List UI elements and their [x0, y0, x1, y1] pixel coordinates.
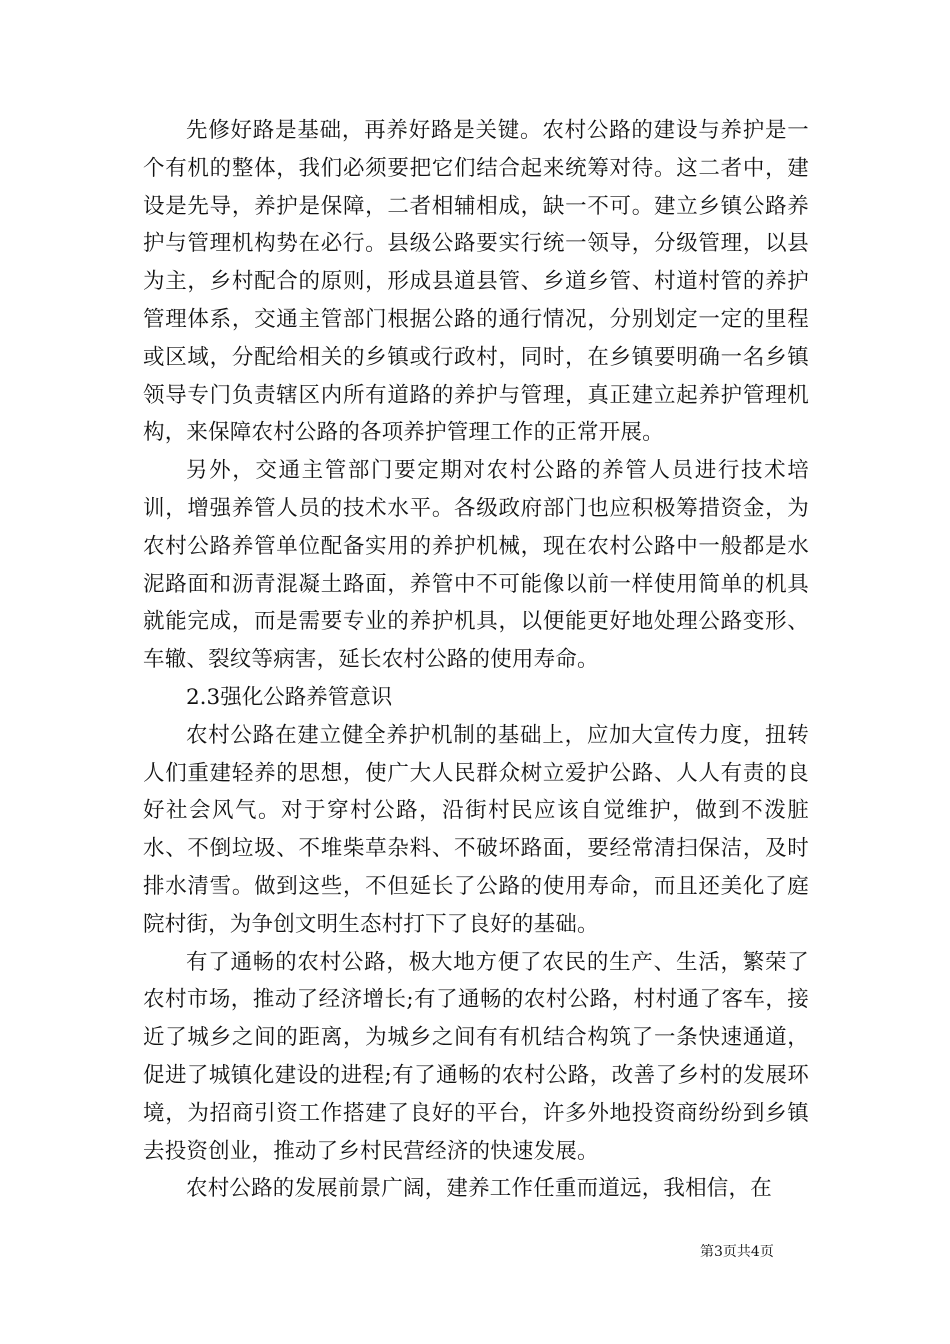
- paragraph-outlook: 农村公路的发展前景广阔，建养工作任重而道远，我相信，在: [186, 1176, 772, 1202]
- paragraph-road-maintenance-basis: 先修好路是基础，再养好路是关键。农村公路的建设与养护是一个有机的整体，我们必须要把它们结合起来统筹对待。这二者中，建设是先导，养护是保障，二者相辅相成，缺一不可。建立乡镇公路养护与管理机构势在必行。县级公路要实行统一领导，分级管理，以县为主，乡村配合的原则，形成县道县管、乡道乡管、村道村管的养护管理体系，交通主管部门根据公路的通行情况，分别划定一定的里程或区域，分配给相关的乡镇或行政村，同时，在乡镇要明确一名乡镇领导专门负责辖区内所有道路的养护与管理，真正建立起养护管理机构，来保障农村公路的各项养护管理工作的正常开展。: [143, 118, 809, 446]
- document-body: [143, 112, 809, 1208]
- section-heading: 2.3强化公路养管意识: [186, 684, 393, 710]
- paragraph-benefits: 有了通畅的农村公路，极大地方便了农民的生产、生活，繁荣了农村市场，推动了经济增长;有了通畅的农村公路，村村通了客车，接近了城乡之间的距离，为城乡之间有有机结合构筑了一条快速通道，促进了城镇化建设的进程;有了通畅的农村公路，改善了乡村的发展环境，为招商引资工作搭建了良好的平台，许多外地投资商纷纷到乡镇去投资创业，推动了乡村民营经济的快速发展。: [143, 949, 809, 1164]
- paragraph-technical-training: 另外，交通主管部门要定期对农村公路的养管人员进行技术培训，增强养管人员的技术水平。各级政府部门也应积极筹措资金，为农村公路养管单位配备实用的养护机械，现在农村公路中一般都是水泥路面和沥青混凝土路面，养管中不可能像以前一样使用简单的机具就能完成，而是需要专业的养护机具，以便能更好地处理公路变形、车辙、裂纹等病害，延长农村公路的使用寿命。: [143, 458, 809, 673]
- paragraph-awareness: 农村公路在建立健全养护机制的基础上，应加大宣传力度，扭转人们重建轻养的思想，使广大人民群众树立爱护公路、人人有责的良好社会风气。对于穿村公路，沿街村民应该自觉维护，做到不泼脏水、不倒垃圾、不堆柴草杂料、不破坏路面，要经常清扫保洁，及时排水清雪。做到这些，不但延长了公路的使用寿命，而且还美化了庭院村街，为争创文明生态村打下了良好的基础。: [143, 722, 809, 937]
- page-number-footer: 第3页共4页: [700, 1244, 774, 1260]
